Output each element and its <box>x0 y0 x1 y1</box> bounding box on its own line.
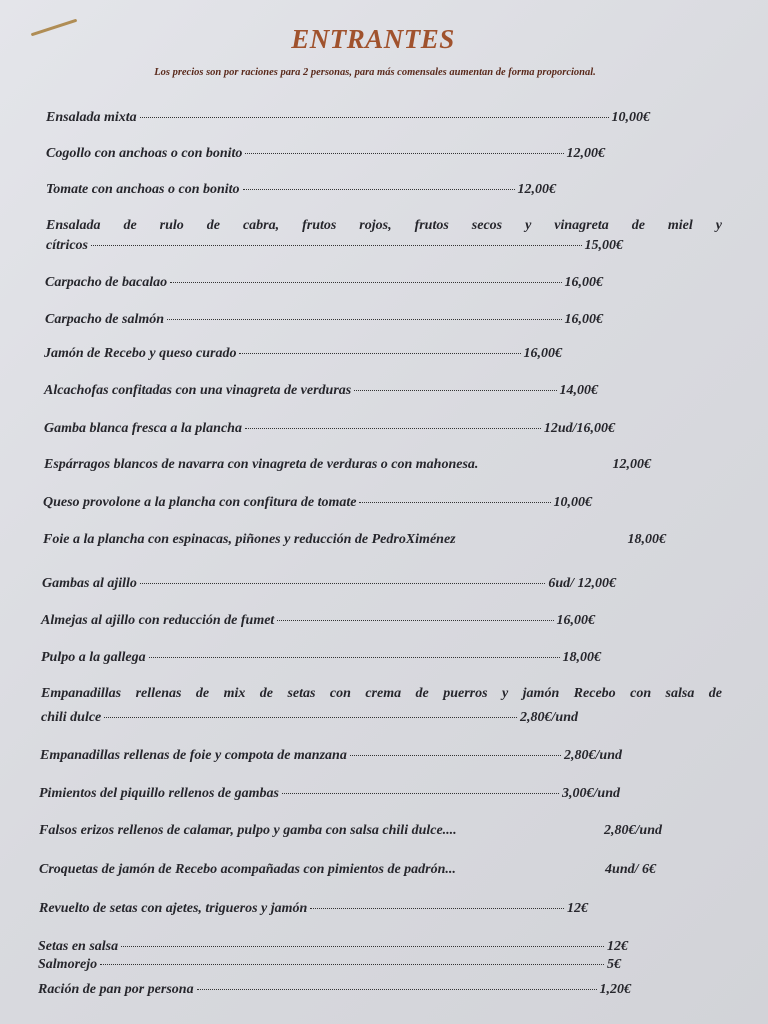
menu-item-price: 1,20€ <box>599 982 631 997</box>
menu-item <box>39 862 656 878</box>
menu-item-price: 6ud/ 12,00€ <box>548 576 616 591</box>
dot-leader <box>282 793 559 794</box>
menu-item-name-line1: Empanadillas rellenas de mix de setas con crema de puerros y jamón Recebo con salsa de <box>41 686 722 701</box>
menu-item <box>39 786 620 802</box>
menu-item-name: Gambas al ajillo <box>42 576 137 591</box>
dot-leader <box>91 245 582 246</box>
menu-item-price: 12,00€ <box>612 457 651 472</box>
menu-item-name: Alcachofas confitadas con una vinagreta de verduras <box>44 383 352 398</box>
menu-item-price: 18,00€ <box>562 650 601 665</box>
menu-item-name: Espárragos blancos de navarra con vinagreta de verduras o con mahonesa. <box>44 457 479 472</box>
menu-item-name: Almejas al ajillo con reducción de fumet <box>41 613 275 628</box>
dot-leader <box>170 282 561 283</box>
menu-item-price: 16,00€ <box>523 346 562 361</box>
price-note: Los precios son por raciones para 2 personas, para más comensales aumentan de forma proporcional. <box>154 67 596 78</box>
page-title: ENTRANTES <box>291 24 455 54</box>
menu-item <box>41 710 578 726</box>
menu-item-name: Empanadillas rellenas de foie y compota de manzana <box>40 748 347 763</box>
menu-item-price: 3,00€/und <box>562 786 620 801</box>
menu-item <box>38 982 631 998</box>
menu-item-name: Revuelto de setas con ajetes, trigueros y jamón <box>39 901 308 916</box>
dot-leader <box>104 717 517 718</box>
menu-item-name: Gamba blanca fresca a la plancha <box>44 421 242 436</box>
menu-item-name: cítricos <box>46 238 88 253</box>
dot-leader <box>243 189 515 190</box>
menu-item-price: 2,80€/und <box>520 710 578 725</box>
menu-item-price: 5€ <box>607 957 621 972</box>
menu-item <box>43 532 666 548</box>
menu-item-price: 14,00€ <box>559 383 598 398</box>
menu-item-price: 10,00€ <box>611 110 650 125</box>
dot-leader <box>121 946 604 947</box>
menu-item <box>45 275 603 291</box>
menu-item <box>46 110 650 126</box>
menu-item-name: Foie a la plancha con espinacas, piñones y reducción de PedroXiménez <box>43 532 456 547</box>
menu-item-name: Tomate con anchoas o con bonito <box>46 182 240 197</box>
dot-leader <box>245 153 563 154</box>
menu-item <box>39 823 662 839</box>
menu-item-name: Falsos erizos rellenos de calamar, pulpo y gamba con salsa chili dulce.... <box>39 823 457 838</box>
menu-item <box>46 238 623 254</box>
menu-item-price: 12€ <box>567 901 588 916</box>
menu-item-price: 12,00€ <box>566 146 605 161</box>
dot-leader <box>350 755 561 756</box>
menu-item <box>39 901 588 917</box>
dot-leader <box>149 657 560 658</box>
menu-item-price: 12€ <box>607 939 628 954</box>
menu-item <box>44 457 651 473</box>
menu-item-name: Ensalada mixta <box>46 110 137 125</box>
dot-leader <box>239 353 520 354</box>
menu-item-price: 16,00€ <box>556 613 595 628</box>
menu-item-price: 16,00€ <box>564 312 603 327</box>
menu-item <box>45 312 603 328</box>
menu-item <box>46 146 605 162</box>
menu-item-price: 16,00€ <box>564 275 603 290</box>
menu-item-name: Salmorejo <box>38 957 98 972</box>
menu-item-name: chili dulce <box>41 710 102 725</box>
menu-item <box>38 957 621 973</box>
dot-leader <box>277 620 553 621</box>
menu-item-name: Carpacho de salmón <box>45 312 165 327</box>
dot-leader <box>167 319 561 320</box>
menu-item <box>44 421 615 437</box>
menu-item-price: 4und/ 6€ <box>605 862 656 877</box>
dot-leader <box>310 908 564 909</box>
menu-item <box>44 346 562 362</box>
menu-item-name: Pimientos del piquillo rellenos de gambas <box>39 786 279 801</box>
menu-item-price: 10,00€ <box>553 495 592 510</box>
menu-item <box>46 182 556 198</box>
dot-leader <box>140 583 545 584</box>
menu-item-name: Cogollo con anchoas o con bonito <box>46 146 243 161</box>
menu-item-name: Setas en salsa <box>38 939 119 954</box>
menu-item-price: 18,00€ <box>627 532 666 547</box>
dot-leader <box>245 428 541 429</box>
menu-item-name: Pulpo a la gallega <box>41 650 146 665</box>
menu-item-price: 12,00€ <box>517 182 556 197</box>
menu-item-price: 15,00€ <box>584 238 623 253</box>
menu-item <box>41 613 595 629</box>
menu-item <box>42 576 616 592</box>
menu-item <box>43 495 592 511</box>
menu-item <box>44 383 598 399</box>
menu-item-price: 2,80€/und <box>564 748 622 763</box>
dot-leader <box>100 964 604 965</box>
menu-item-name: Ración de pan por persona <box>38 982 194 997</box>
dot-leader <box>197 989 597 990</box>
menu-item-name: Croquetas de jamón de Recebo acompañadas con pimientos de padrón... <box>39 862 456 877</box>
menu-item-name: Queso provolone a la plancha con confitura de tomate <box>43 495 357 510</box>
menu-item <box>40 748 622 764</box>
menu-item-price: 2,80€/und <box>604 823 662 838</box>
menu-item-name-line1: Ensalada de rulo de cabra, frutos rojos, frutos secos y vinagreta de miel y <box>46 218 722 233</box>
dot-leader <box>354 390 556 391</box>
dot-leader <box>359 502 550 503</box>
menu-item-name: Carpacho de bacalao <box>45 275 168 290</box>
menu-item-price: 12ud/16,00€ <box>543 421 615 436</box>
menu-item <box>41 650 601 666</box>
menu-item <box>38 939 628 955</box>
menu-item-name: Jamón de Recebo y queso curado <box>44 346 237 361</box>
dot-leader <box>140 117 609 118</box>
